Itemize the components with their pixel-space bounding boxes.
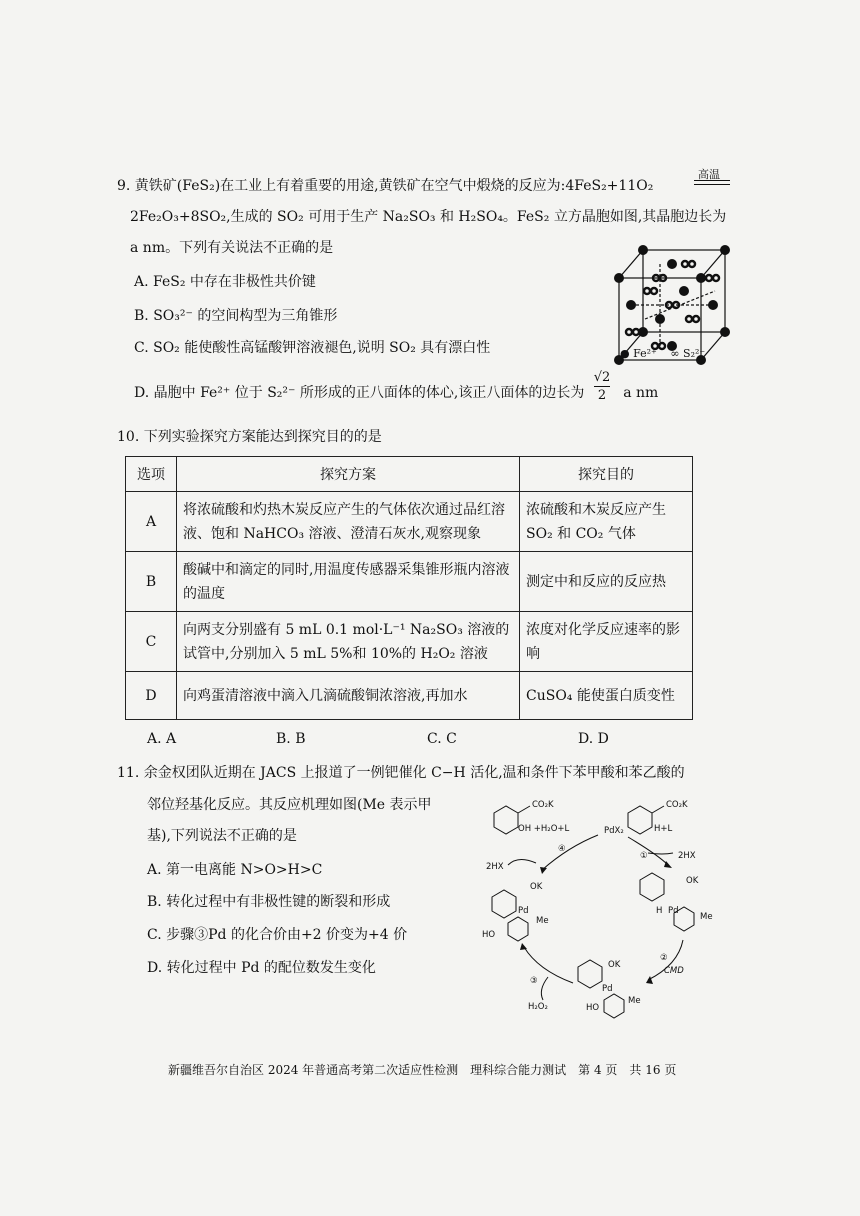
- label-cmd: CMD: [664, 966, 684, 976]
- page-footer: 新疆维吾尔自治区 2024 年普通高考第二次适应性检测 理科综合能力测试 第 4 页 共 16 页: [168, 1063, 677, 1077]
- fraction-bar: [594, 386, 610, 387]
- label-step-4: ④: [558, 844, 566, 854]
- label-pd-right: Pd: [668, 906, 679, 916]
- label-pd-left: Pd: [518, 906, 529, 916]
- s2-legend-label: S₂²⁻: [683, 347, 706, 360]
- q11-option-c: C. 步骤③Pd 的化合价由+2 价变为+4 价: [147, 927, 408, 943]
- unit-cell-legend: [620, 347, 705, 360]
- label-ho-left: HO: [482, 930, 496, 940]
- row-option: B: [126, 552, 177, 612]
- label-co2k-left: CO₂K: [532, 800, 554, 810]
- table-row: [126, 552, 693, 612]
- benzene-ring: [628, 806, 652, 834]
- h2o2-side-arrow: [541, 977, 548, 1000]
- fe-legend-label: Fe²⁺: [633, 347, 657, 360]
- row-option: D: [126, 672, 177, 720]
- row-goal: CuSO₄ 能使蛋白质变性: [520, 672, 693, 720]
- label-co2k-right: CO₂K: [666, 800, 688, 810]
- equals-sign: [694, 180, 730, 185]
- fe-legend-icon: ●: [620, 347, 630, 360]
- row-goal: 浓硫酸和木炭反应产生 SO₂ 和 CO₂ 气体: [520, 492, 693, 552]
- label-hx-right: 2HX: [678, 851, 696, 861]
- label-pd-bottom: Pd: [602, 984, 613, 994]
- q10-answer-b: B. B: [276, 731, 306, 747]
- label-pdx2: PdX₂: [604, 826, 624, 836]
- arrow-head: [520, 943, 527, 950]
- q10-answer-a: A. A: [147, 731, 177, 747]
- q9-option-c: C. SO₂ 能使酸性高锰酸钾溶液褪色,说明 SO₂ 具有漂白性: [134, 340, 491, 356]
- s2-legend-icon: ∞: [670, 347, 680, 360]
- arrow-head: [646, 976, 653, 984]
- table-row: [126, 672, 693, 720]
- label-step-1: ①: [640, 851, 648, 861]
- row-plan: 酸碱中和滴定的同时,用温度传感器采集锥形瓶内溶液的温度: [177, 552, 520, 612]
- label-ho-bottom: HO: [586, 1003, 600, 1013]
- pyridine-ring: [508, 917, 528, 941]
- q10-stem: 10. 下列实验探究方案能达到探究目的的是: [117, 429, 382, 445]
- table-header-row: [126, 457, 693, 492]
- benzene-ring: [640, 873, 664, 901]
- label-step-3: ③: [530, 976, 538, 986]
- label-ok-right: OK: [686, 876, 699, 886]
- q9-line-3: a nm。下列有关说法不正确的是: [130, 240, 334, 256]
- header-goal: 探究目的: [520, 457, 693, 492]
- q9-option-d-text: D. 晶胞中 Fe²⁺ 位于 S₂²⁻ 所形成的正八面体的体心,该正八面体的边长为: [134, 385, 585, 401]
- row-option: A: [126, 492, 177, 552]
- table-row: [126, 612, 693, 672]
- label-me-left: Me: [536, 916, 549, 926]
- q9-option-b: B. SO₃²⁻ 的空间构型为三角锥形: [134, 308, 338, 324]
- reaction-mechanism-diagram: [478, 795, 733, 1040]
- label-top-left: OH +H₂O+L: [518, 824, 570, 834]
- fraction-denominator: 2: [597, 388, 607, 403]
- q10-answer-d: D. D: [578, 731, 609, 747]
- q11-line-2: 邻位羟基化反应。其反应机理如图(Me 表示甲: [147, 797, 432, 813]
- label-h-right: H: [656, 906, 663, 916]
- q11-line-3: 基),下列说法不正确的是: [147, 828, 297, 844]
- row-plan: 将浓硫酸和灼热木炭反应产生的气体依次通过品红溶液、饱和 NaHCO₃ 溶液、澄清石灰水,观察现象: [177, 492, 520, 552]
- benzene-ring: [494, 806, 518, 834]
- header-plan: 探究方案: [177, 457, 520, 492]
- label-step-2: ②: [660, 953, 668, 963]
- q9-line-1: 9. 黄铁矿(FeS₂)在工业上有着重要的用途,黄铁矿在空气中煅烧的反应为:4FeS₂+11O₂: [117, 178, 654, 194]
- label-me-right: Me: [700, 912, 713, 922]
- row-option: C: [126, 612, 177, 672]
- q9-line-2: 2Fe₂O₃+8SO₂,生成的 SO₂ 可用于生产 Na₂SO₃ 和 H₂SO₄。FeS₂ 立方晶胞如图,其晶胞边长为: [130, 209, 727, 225]
- q11-option-a: A. 第一电离能 N>O>H>C: [147, 862, 323, 878]
- hx-side-arrow: [648, 853, 673, 854]
- row-goal: 测定中和反应的反应热: [520, 552, 693, 612]
- benzene-ring: [578, 960, 602, 988]
- q10-table: [125, 456, 693, 720]
- hx-side-arrow: [508, 859, 536, 865]
- label-me-bottom: Me: [628, 996, 641, 1006]
- sqrt2-over-2: [591, 370, 613, 403]
- label-ok-bottom: OK: [608, 960, 621, 970]
- q10-answer-c: C. C: [427, 731, 457, 747]
- reaction-condition: 高温: [698, 168, 720, 181]
- label-hx-left: 2HX: [486, 862, 504, 872]
- benzene-ring: [492, 890, 516, 918]
- row-goal: 浓度对化学反应速率的影响: [520, 612, 693, 672]
- fraction-numerator: √2: [593, 370, 611, 385]
- label-top-right: H+L: [654, 824, 673, 834]
- q9-option-d-unit: a nm: [623, 385, 659, 401]
- header-option: 选项: [126, 457, 177, 492]
- row-plan: 向鸡蛋清溶液中滴入几滴硫酸铜浓溶液,再加水: [177, 672, 520, 720]
- label-h2o2: H₂O₂: [528, 1002, 548, 1012]
- table-row: [126, 492, 693, 552]
- q9-option-a: A. FeS₂ 中存在非极性共价键: [134, 274, 316, 290]
- row-plan: 向两支分别盛有 5 mL 0.1 mol·L⁻¹ Na₂SO₃ 溶液的试管中,分别加入 5 mL 5%和 10%的 H₂O₂ 溶液: [177, 612, 520, 672]
- q9-option-d: [134, 383, 658, 403]
- cycle-arrow-1: [628, 837, 668, 865]
- pyridine-ring: [604, 994, 624, 1018]
- q11-option-b: B. 转化过程中有非极性键的断裂和形成: [147, 894, 391, 910]
- q11-option-d: D. 转化过程中 Pd 的配位数发生变化: [147, 960, 376, 976]
- cycle-arrow-4: [542, 835, 598, 870]
- arrow-head: [540, 867, 547, 874]
- q11-line-1: 11. 余金权团队近期在 JACS 上报道了一例钯催化 C−H 活化,温和条件下苯甲酸和苯乙酸的: [117, 765, 685, 781]
- label-ok-left: OK: [530, 882, 543, 892]
